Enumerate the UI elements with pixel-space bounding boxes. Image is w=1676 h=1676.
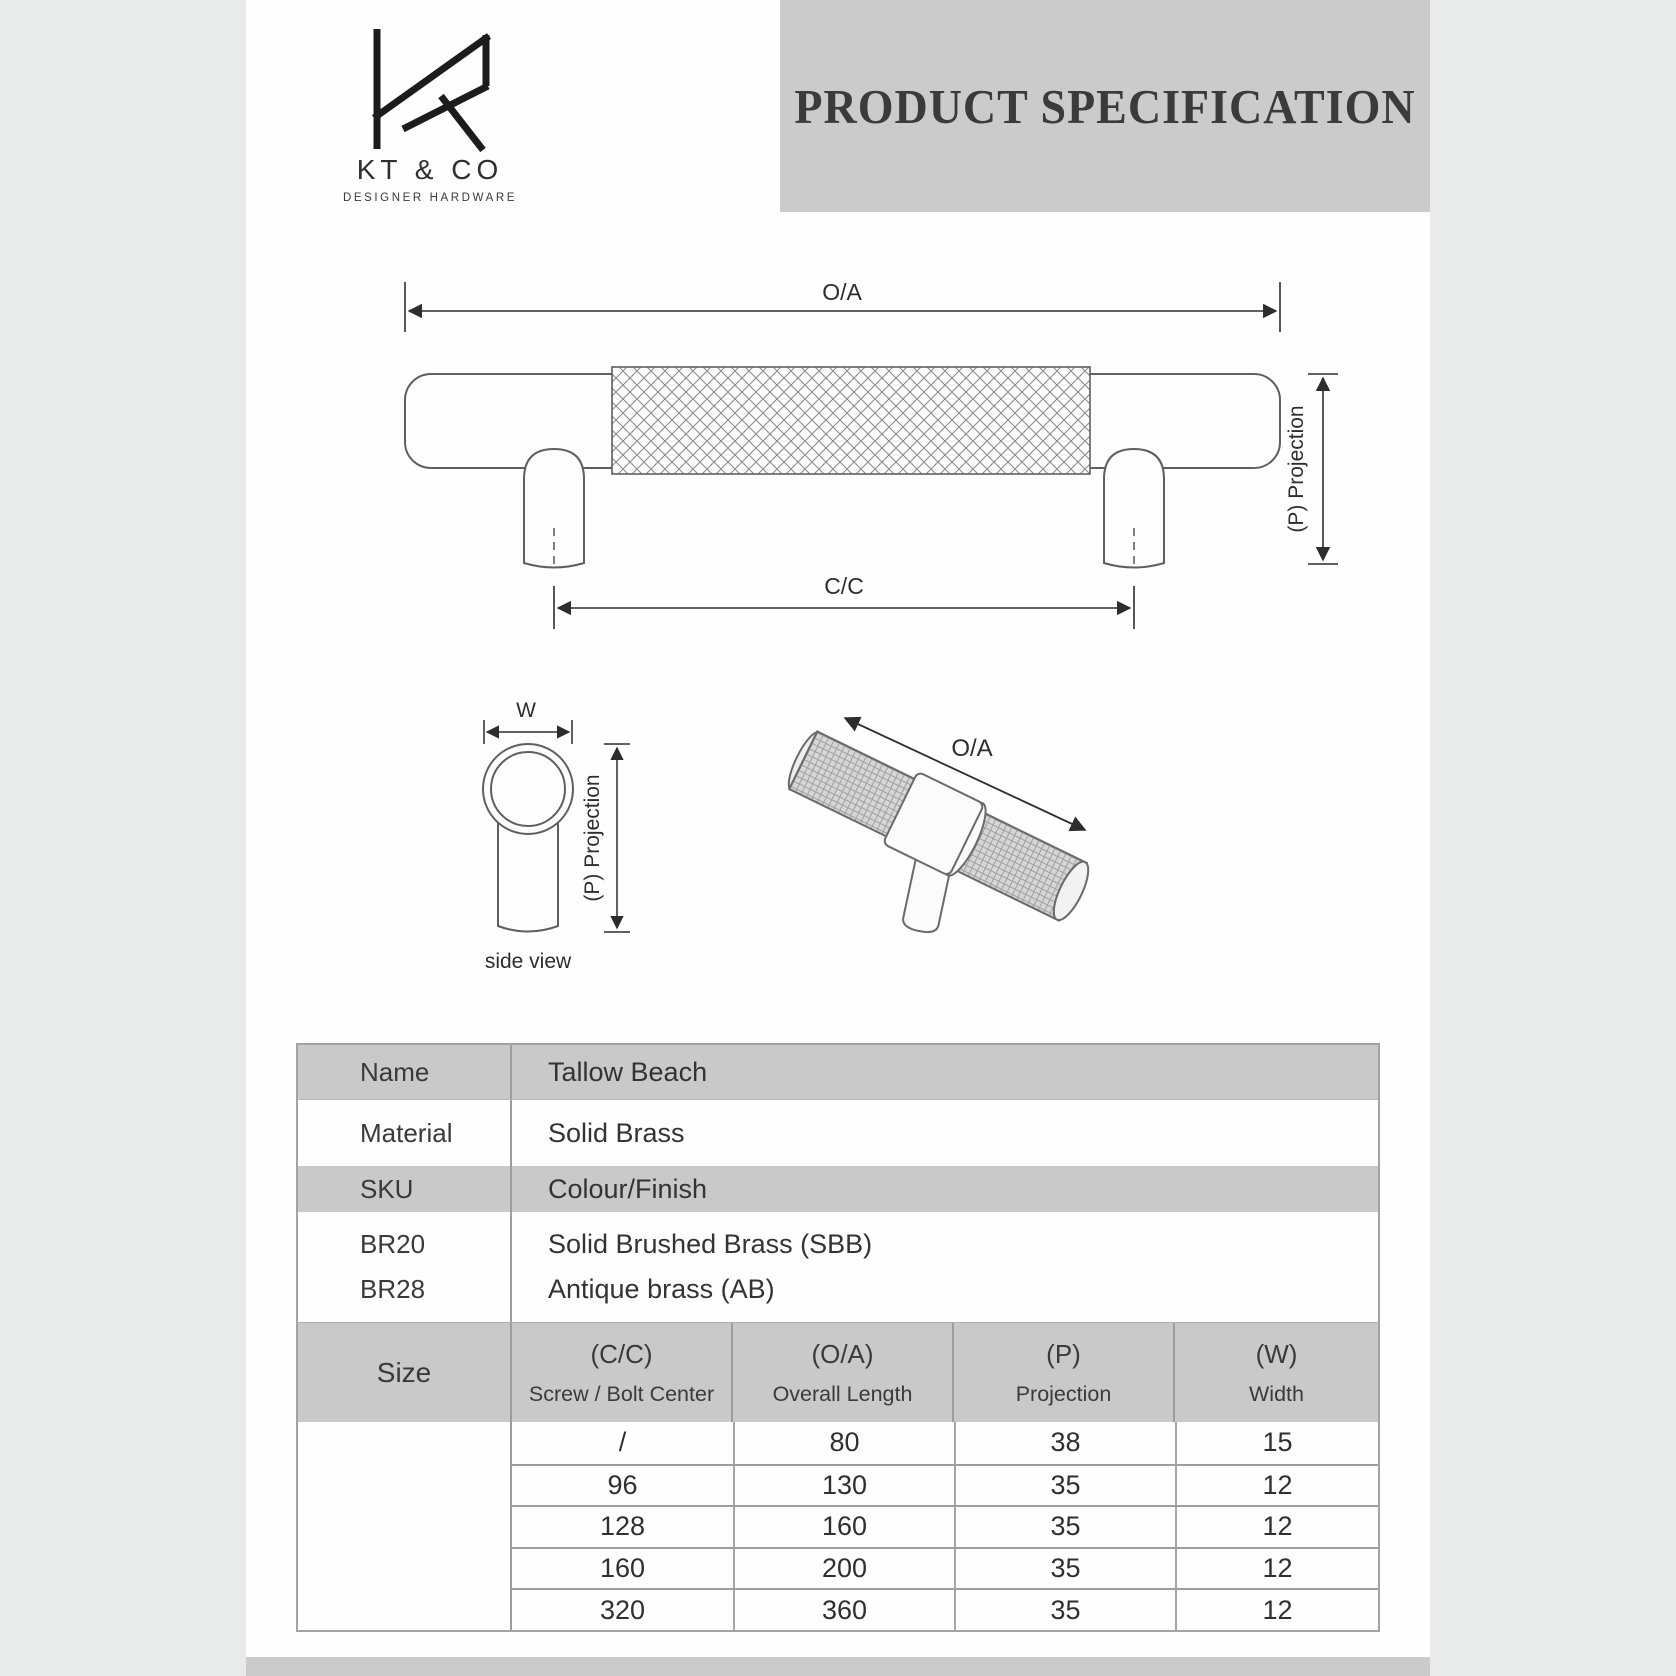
- col-code: (W): [1255, 1338, 1298, 1369]
- col-sub: Width: [1249, 1381, 1304, 1406]
- front-projection-dimension: [1308, 374, 1338, 564]
- spec-table: [296, 1043, 1380, 1632]
- spec-row-name: [298, 1045, 1378, 1099]
- size-cell: 38: [954, 1422, 1175, 1464]
- size-col-w: [1173, 1323, 1378, 1422]
- side-width-label: W: [516, 699, 536, 722]
- front-projection-label: (P) Projection: [1285, 405, 1308, 533]
- size-cell: 160: [599, 1553, 646, 1584]
- spec-row-material: [298, 1099, 1378, 1166]
- size-row: [512, 1464, 1378, 1506]
- spec-row-finishes: [298, 1212, 1378, 1322]
- size-cell: 160: [733, 1507, 954, 1547]
- finish-name: Antique brass (AB): [548, 1274, 775, 1304]
- material-label: Material: [360, 1117, 453, 1148]
- size-cell: 35: [954, 1549, 1175, 1589]
- brand-tagline: DESIGNER HARDWARE: [342, 192, 518, 204]
- size-cell: 12: [1175, 1590, 1378, 1630]
- footer-band: [246, 1657, 1430, 1676]
- size-col-oa: [731, 1323, 952, 1422]
- size-row: [512, 1422, 1378, 1464]
- size-row: [512, 1588, 1378, 1630]
- size-cell: 35: [954, 1590, 1175, 1630]
- size-cell: /: [618, 1427, 627, 1458]
- knurled-grip: [612, 367, 1090, 474]
- size-cell: 12: [1175, 1466, 1378, 1506]
- size-cell: 35: [954, 1507, 1175, 1547]
- side-view-caption: side view: [484, 950, 572, 973]
- size-data: [298, 1422, 1378, 1630]
- name-label: Name: [360, 1056, 430, 1087]
- title-band: [780, 0, 1430, 212]
- col-sub: Overall Length: [772, 1381, 913, 1406]
- side-head-outer: [483, 744, 573, 834]
- size-cell: 320: [599, 1594, 646, 1625]
- front-view-drawing: [405, 279, 1338, 629]
- spec-row-sku: [298, 1166, 1378, 1212]
- size-row: [512, 1547, 1378, 1589]
- brand-logo: [340, 26, 520, 204]
- size-cell: 12: [1175, 1507, 1378, 1547]
- finish-code: BR20: [360, 1229, 426, 1259]
- col-code: (O/A): [811, 1338, 874, 1369]
- size-cell: 15: [1175, 1422, 1378, 1464]
- side-view-drawing: [483, 699, 630, 973]
- size-cell: 200: [733, 1549, 954, 1589]
- size-cell: 80: [733, 1422, 954, 1464]
- front-overall-label: O/A: [822, 279, 862, 305]
- sku-value: Colour/Finish: [548, 1173, 708, 1204]
- side-width-dimension: [484, 720, 572, 744]
- col-sub: Screw / Bolt Center: [528, 1381, 715, 1406]
- sku-label: SKU: [360, 1173, 414, 1204]
- size-cell: 128: [599, 1511, 646, 1542]
- size-cell: 12: [1175, 1549, 1378, 1589]
- iso-view-drawing: [779, 718, 1098, 935]
- finish-name: Solid Brushed Brass (SBB): [548, 1229, 873, 1259]
- col-code: (P): [1046, 1338, 1081, 1369]
- col-sub: Projection: [1015, 1381, 1112, 1406]
- size-cell: 35: [954, 1466, 1175, 1506]
- front-centers-label: C/C: [824, 573, 864, 599]
- iso-overall-label: O/A: [951, 735, 993, 762]
- side-projection-dimension: [604, 744, 630, 932]
- size-header-row: [298, 1322, 1378, 1422]
- brand-name: KT & CO: [356, 154, 504, 185]
- name-value: Tallow Beach: [548, 1056, 708, 1087]
- finish-code: BR28: [360, 1274, 426, 1304]
- size-label: Size: [376, 1356, 432, 1388]
- col-code: (C/C): [590, 1338, 653, 1369]
- size-col-p: [952, 1323, 1173, 1422]
- material-value: Solid Brass: [548, 1117, 685, 1148]
- size-col-cc: [510, 1323, 731, 1422]
- size-cell: 130: [733, 1466, 954, 1506]
- size-cell: 96: [607, 1469, 638, 1500]
- size-row: [512, 1505, 1378, 1547]
- kt-monogram-icon: [367, 26, 493, 152]
- side-projection-label: (P) Projection: [581, 774, 604, 902]
- size-cell: 360: [733, 1590, 954, 1630]
- technical-drawings: [246, 212, 1430, 1042]
- size-data-gutter: [298, 1422, 510, 1630]
- page-title: PRODUCT SPECIFICATION: [794, 79, 1416, 133]
